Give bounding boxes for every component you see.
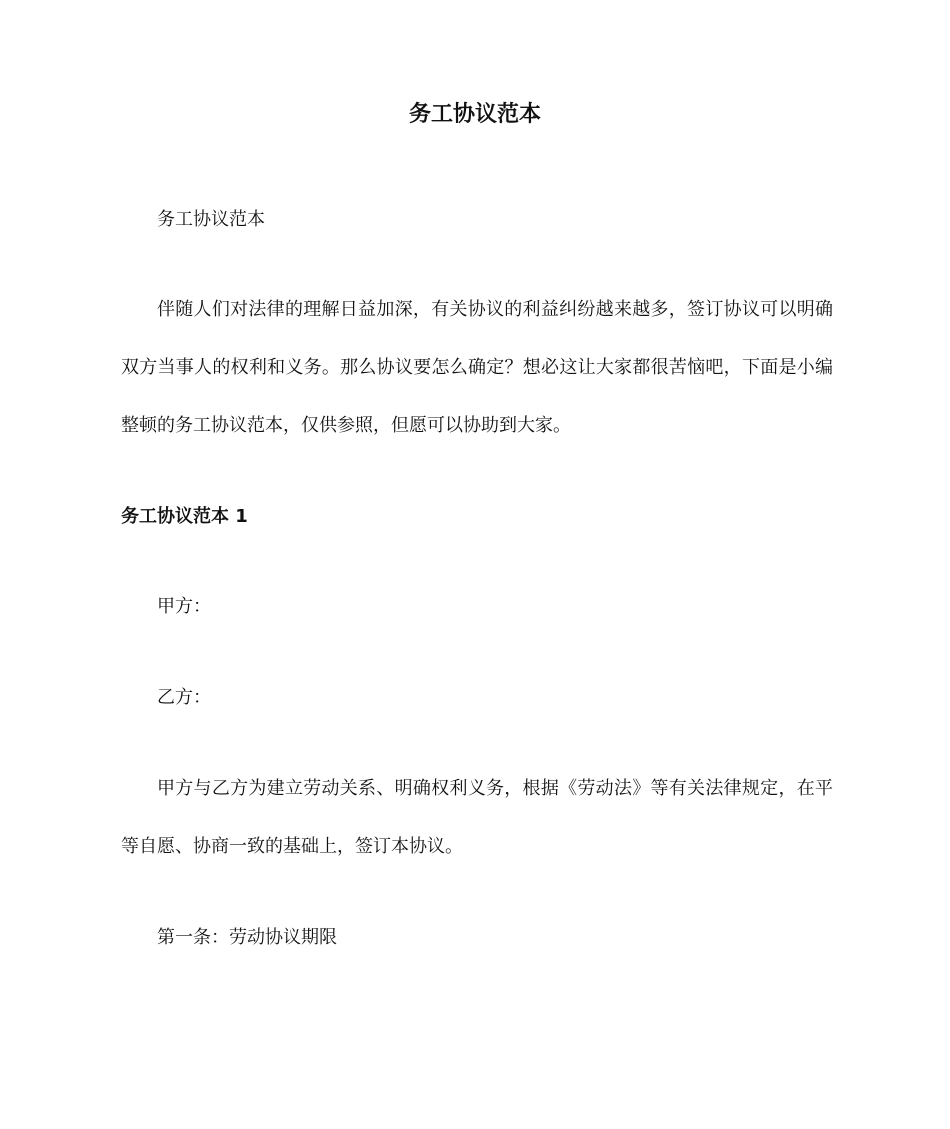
clause-line-1: 甲方与乙方为建立劳动关系、明确权利义务，根据《劳动法》等有关法律规定，在平 <box>157 778 833 799</box>
clause-line-2: 等自愿、协商一致的基础上，签订本协议。 <box>121 836 463 857</box>
intro-line-2: 双方当事人的权利和义务。那么协议要怎么确定？想必这让大家都很苦恼吧，下面是小编 <box>121 357 833 378</box>
intro-line-1: 伴随人们对法律的理解日益加深，有关协议的利益纠纷越来越多，签订协议可以明确 <box>157 299 833 320</box>
document-subtitle: 务工协议范本 <box>157 209 265 230</box>
article-1-heading: 第一条：劳动协议期限 <box>157 927 337 948</box>
document-title: 务工协议范本 <box>408 102 541 127</box>
party-a-label: 甲方： <box>157 596 211 617</box>
section-heading: 务工协议范本 1 <box>121 506 248 527</box>
intro-line-3: 整顿的务工协议范本，仅供参照，但愿可以协助到大家。 <box>121 415 571 436</box>
party-b-label: 乙方： <box>157 687 211 708</box>
